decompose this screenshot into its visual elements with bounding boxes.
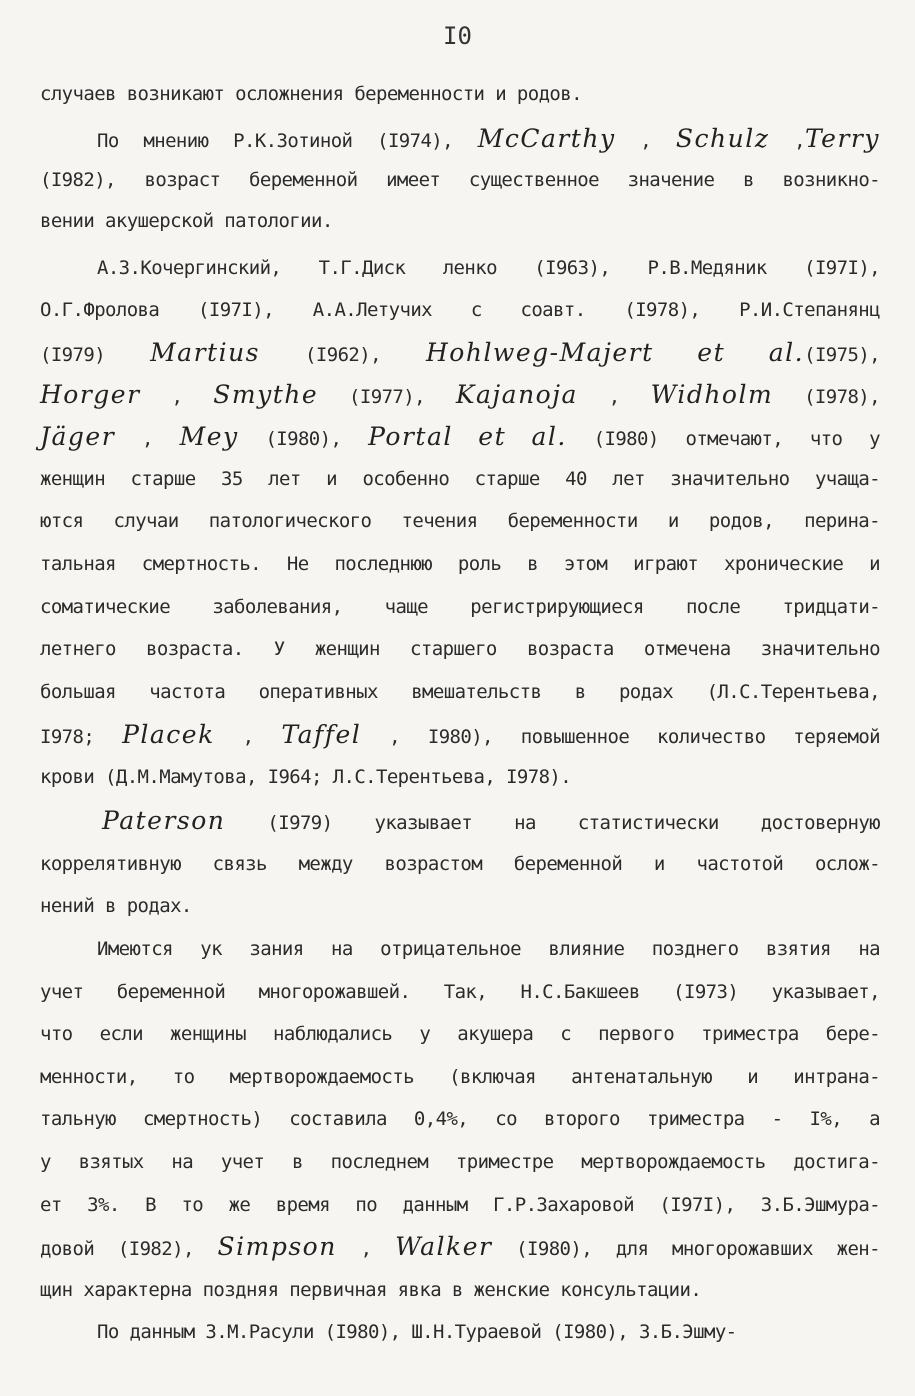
text-line (40, 978, 880, 1006)
text-line (40, 507, 880, 535)
typed-text: тальная смертность. Не последнюю роль в этом играют хронические и (40, 553, 880, 575)
typed-text: учет беременной многорожавшей. Так, Н.С.Бакшеев (I973) указывает, (40, 981, 880, 1003)
text-line (97, 935, 880, 963)
text-line (102, 807, 880, 837)
typed-text: вении акушерской патологии. (40, 210, 333, 232)
typed-text: крови (Д.М.Мамутова, I964; Л.С.Терентьева, I978). (40, 766, 572, 788)
text-line (40, 892, 880, 920)
typed-text: нений в родах. (40, 895, 192, 917)
typed-text: (I975), (804, 344, 880, 366)
typed-text: ет 3%. В то же время по данным Г.Р.Захаровой (I97I), З.Б.Эшмура- (40, 1194, 880, 1216)
typed-text: (I977), (318, 386, 456, 408)
typed-text: (I980), для многорожавших жен- (492, 1238, 880, 1260)
handwritten-name: Widholm (650, 380, 774, 409)
text-line (40, 550, 880, 578)
typed-text: По данным З.М.Расули (I980), Ш.Н.Тураевой (I980), З.Б.Эшму- (97, 1321, 737, 1343)
text-line (40, 80, 880, 108)
handwritten-name: Hohlweg-Majert et al. (425, 338, 805, 367)
text-line (40, 678, 880, 706)
text-line (40, 593, 880, 621)
handwritten-name: Schulz (675, 124, 770, 153)
typed-text: , (336, 1238, 396, 1260)
typed-text: О.Г.Фролова (I97I), А.А.Летучих с соавт. (I978), Р.И.Степанянц (40, 299, 880, 321)
typed-text: (I962), (260, 344, 426, 366)
typed-text: , I980), повышенное количество теряемой (361, 726, 880, 748)
text-line (40, 207, 880, 235)
typed-text: ются случаи патологического течения беременности и родов, перина- (40, 510, 880, 532)
text-line (40, 635, 880, 663)
typed-text: тальную смертность) составила 0,4%, со второго триместра - I%, а (40, 1108, 880, 1130)
typed-text: , (615, 130, 676, 152)
typed-text: летнего возраста. У женщин старшего возраста отмечена значительно (40, 638, 880, 660)
text-line (97, 125, 880, 155)
handwritten-name: Terry (804, 124, 880, 153)
handwritten-name: Smythe (213, 380, 319, 409)
typed-text: (I982), возраст беременной имеет существенное значение в возникно- (40, 169, 880, 191)
text-line (40, 1105, 880, 1133)
text-line (40, 1233, 880, 1263)
text-line (40, 721, 880, 751)
typed-text: менности, то мертворождаемость (включая антенатальную и интрана- (40, 1066, 880, 1088)
handwritten-name: Walker (395, 1232, 493, 1261)
typed-text: , (769, 130, 805, 152)
text-line (40, 1020, 880, 1048)
handwritten-name: Placek (122, 720, 215, 749)
text-line (97, 254, 880, 282)
typed-text: (I978), (773, 386, 880, 408)
typed-text: довой (I982), (40, 1238, 218, 1260)
typed-text: у взятых на учет в последнем триместре мертворождаемость достига- (40, 1151, 880, 1173)
page-number: I0 (443, 22, 472, 50)
typed-text: (I979) (40, 344, 151, 366)
handwritten-name: Martius (150, 338, 261, 367)
handwritten-name: Paterson (102, 806, 226, 835)
typed-text: большая частота оперативных вмешательств в родах (Л.С.Терентьева, (40, 681, 880, 703)
typed-text: (I980), (238, 428, 369, 450)
typed-text: случаев возникают осложнения беременности и родов. (40, 83, 582, 105)
typed-text: По мнению Р.К.Зотиной (I974), (97, 130, 478, 152)
handwritten-name: Taffel (281, 720, 362, 749)
handwritten-name: Portal et al. (368, 422, 567, 451)
handwritten-name: Horger (40, 380, 141, 409)
typed-text: (I979) указывает на статистически достоверную (225, 812, 880, 834)
typed-text: , (115, 428, 180, 450)
typed-text: , (140, 386, 214, 408)
text-line (40, 850, 880, 878)
text-line (40, 1191, 880, 1219)
text-line (40, 1276, 880, 1304)
typed-text: соматические заболевания, чаще регистрирующиеся после тридцати- (40, 596, 880, 618)
text-line (40, 381, 880, 411)
typed-text: щин характерна поздняя первичная явка в женские консультации. (40, 1279, 702, 1301)
typed-text: женщин старше 35 лет и особенно старше 40 лет значительно учаща- (40, 468, 880, 490)
handwritten-name: Kajanoja (455, 380, 578, 409)
handwritten-name: Jäger (40, 422, 116, 451)
typed-text: , (214, 726, 282, 748)
typed-text: (I980) отмечают, что у (566, 428, 880, 450)
text-line (40, 339, 880, 369)
typed-text: А.З.Кочергинский, Т.Г.Диск ленко (I963), Р.В.Медяник (I97I), (97, 257, 880, 279)
typed-text: коррелятивную связь между возрастом беременной и частотой ослож- (40, 853, 880, 875)
text-line (40, 296, 880, 324)
typed-text: Имеются ук зания на отрицательное влияние позднего взятия на (97, 938, 880, 960)
typed-text: I978; (40, 726, 123, 748)
text-line (40, 1148, 880, 1176)
text-line (40, 1063, 880, 1091)
text-line (97, 1318, 880, 1346)
handwritten-name: McCarthy (477, 124, 616, 153)
text-line (40, 465, 880, 493)
text-line (40, 423, 880, 453)
typed-text: что если женщины наблюдались у акушера с первого триместра бере- (40, 1023, 880, 1045)
text-line (40, 763, 880, 791)
text-line (40, 166, 880, 194)
handwritten-name: Simpson (217, 1232, 337, 1261)
handwritten-name: Mey (179, 422, 239, 451)
typed-text: , (577, 386, 651, 408)
